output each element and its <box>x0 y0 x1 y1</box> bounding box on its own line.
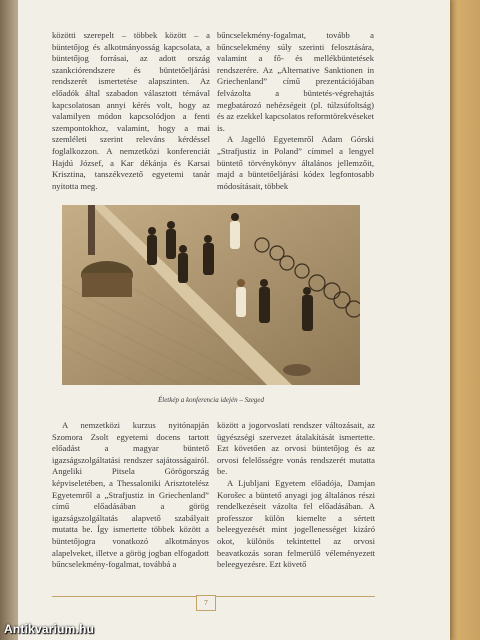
book-spine <box>446 0 480 640</box>
paragraph: A nemzetközi kurzus nyitónapján Szomora Zsolt egyetemi docens tartott előadást a magyar büntető igazságszolgáltatási rendszer sajátosságairól. Angeliki Pitsela Görögország képviseletében, a Thessaloniki Arisztotelész Egyetemről a „Strafjustiz in Griechenland” című előadásában a görög igazságszolgáltatás alapvető szabályait mutatta be. Így ismertette többek között a büntetőjogra vonatkozó alkotmányos alapelveket, illetve a görög jogban elfogadott bűncselekmény-fogalmat, továbbá a <box>52 420 209 570</box>
paragraph: közötti szerepelt – többek között – a büntetőjog és alkotmányosság kapcsolata, a büntetőjog forrásai, az adott ország szankciórendszere és büntetőeljárási rendszerét ismertetése alapszinten. Az előadók által szabadon választott témával kapcsolatosan annyi kérés volt, hogy az valamilyen módon kapcsolódjon a fenti szempontokhoz, valamint, hogy a mai szemléleti szerint releváns kérdéssel foglalkozzon. A nemzetközi konferenciát Hajdú József, a Kar dékánja és Karsai Krisztina, tanszékvezető egyetemi tanár nyitotta meg. <box>52 30 210 191</box>
paragraph: között a jogorvoslati rendszer változásait, az ügyészségi szervezet átalakítását ismertette. Ezt követően az orvosi büntetőjog és az orvosi felelősségre vonás rendszerét mutatta be. <box>217 420 375 477</box>
text-column-bottom-right <box>217 420 375 571</box>
text-column-top-left <box>52 30 210 192</box>
paragraph: A Jagelló Egyetemről Adam Górski „Strafjustiz in Poland” címmel a lengyel büntető törvénykönyv általános jellemzőit, majd a büntetőeljárási kódex legfontosabb módosításait, többek <box>217 134 374 191</box>
text-column-bottom-left <box>52 420 209 571</box>
photo-caption: Életkép a konferencia idején – Szeged <box>157 396 265 404</box>
paragraph: bűncselekmény-fogalmat, tovább a bűncselekmény súly szerinti felosztására, valamint a fő- és mellékbüntetések rendszerére. Az „Alternative Sanktionen in Griechenland” című prezentációjában felvázolta a büntetés-végrehajtás megbatározó nehézségeit (pl. túlzsúfoltság) és az ezekkel kapcsolatos reformtörekvéseket is. <box>217 30 374 133</box>
street-photo-illustration <box>62 205 360 385</box>
street-photo <box>62 205 360 385</box>
text-column-top-right <box>217 30 374 192</box>
page-number: 7 <box>196 595 216 611</box>
watermark-logo: Antikvarium.hu <box>4 622 95 636</box>
paragraph: A Ljubljani Egyetem előadója, Damjan Korošec a büntető anyagi jog általános részi rendelkezéseit vázolta fel előadásában. A professzor külön kiemelte a sértett beleegyezését mint jogellenességet kizáró okot, különös tekintettel az orvosi beavatkozás soran felmerülő véleményezett beleegyezésre. Ezt követő <box>217 477 375 570</box>
